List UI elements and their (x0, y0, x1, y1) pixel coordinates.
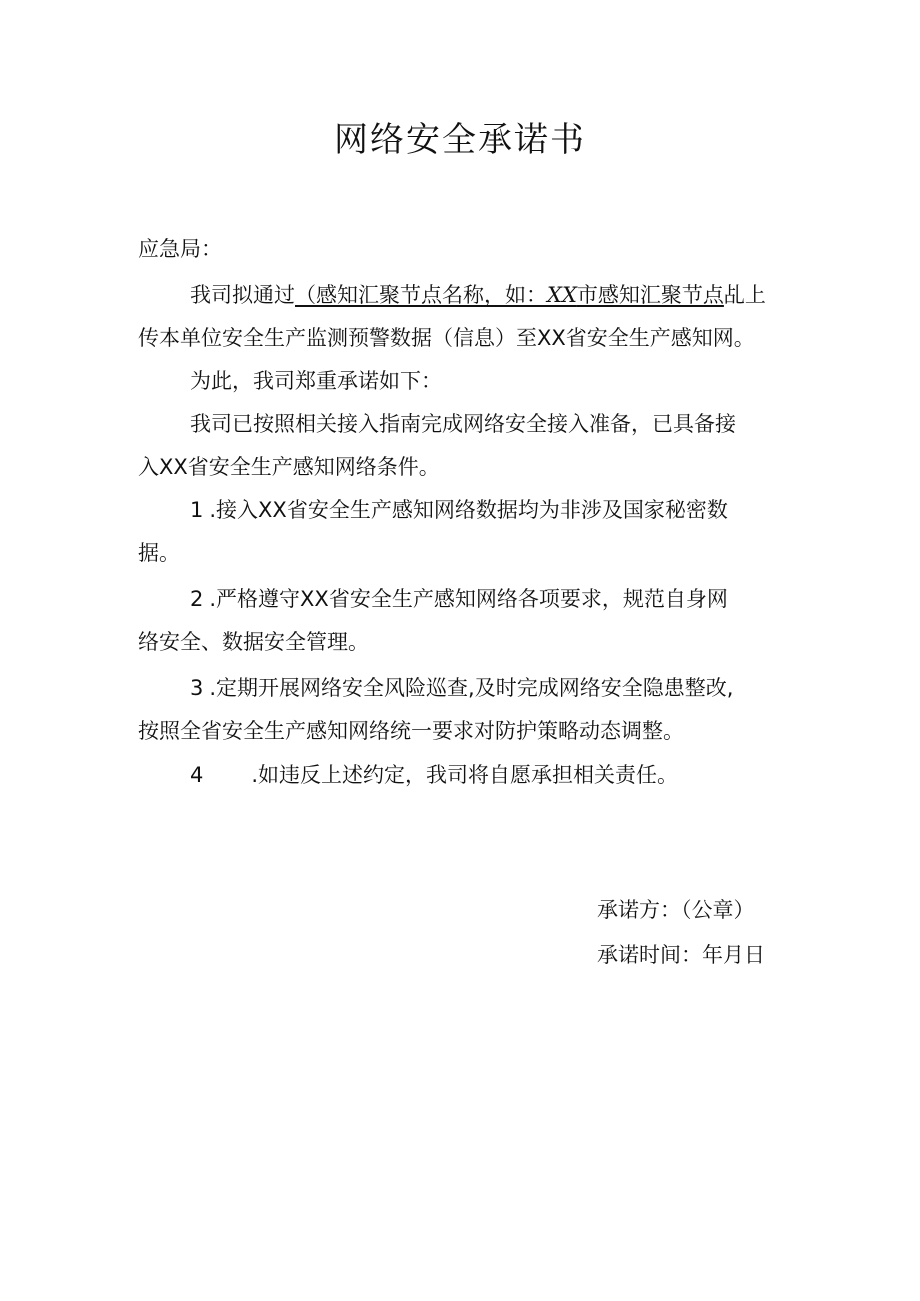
para1-prefix: 我司拟通过 (190, 283, 295, 307)
signature-date: 承诺时间：年月日 (597, 943, 765, 967)
item-text: .接入XX省安全生产感知网络数据均为非涉及国家秘密数 (209, 498, 728, 522)
para3-line2: 入XX省安全生产感知网络条件。 (138, 455, 440, 479)
item-2-line1 (190, 584, 728, 614)
node-name-text-b: 市感知汇聚节点 (576, 283, 724, 307)
node-name-italic: XX (547, 283, 577, 307)
para1-suffix: 乩上 (723, 283, 766, 307)
item-number: 2 (190, 587, 204, 611)
item-4-line1 (190, 760, 678, 790)
salutation: 应急局： (138, 237, 222, 261)
para1-line2: 传本单位安全生产监测预警数据（信息）至XX省安全生产感知网。 (138, 326, 755, 350)
para2: 为此，我司郑重承诺如下： (190, 369, 442, 393)
item-number: 3 (190, 676, 204, 700)
item-3-line1 (190, 673, 733, 703)
node-name-placeholder (295, 283, 724, 307)
para3-line1: 我司已按照相关接入指南完成网络安全接入准备，已具备接 (190, 412, 736, 436)
item-1-line2: 据。 (138, 541, 180, 565)
item-text: .定期开展网络安全风险巡查,及时完成网络安全隐患整改, (209, 676, 734, 700)
item-2-line2: 络安全、数据安全管理。 (138, 630, 369, 654)
para1-line1 (190, 280, 794, 310)
node-name-text-a: （感知汇聚节点名称，如： (295, 283, 547, 307)
item-text: .严格遵守XX省安全生产感知网络各项要求，规范自身网 (209, 587, 728, 611)
item-text: .如违反上述约定，我司将自愿承担相关责任。 (251, 763, 679, 787)
item-number: 4 (190, 763, 204, 787)
document-title: 网络安全承诺书 (334, 120, 586, 160)
item-number: 1 (190, 498, 204, 522)
signature-party: 承诺方：（公章） (597, 898, 755, 922)
item-3-line2: 按照全省安全生产感知网络统一要求对防护策略动态调整。 (138, 719, 684, 743)
item-1-line1 (190, 495, 728, 525)
